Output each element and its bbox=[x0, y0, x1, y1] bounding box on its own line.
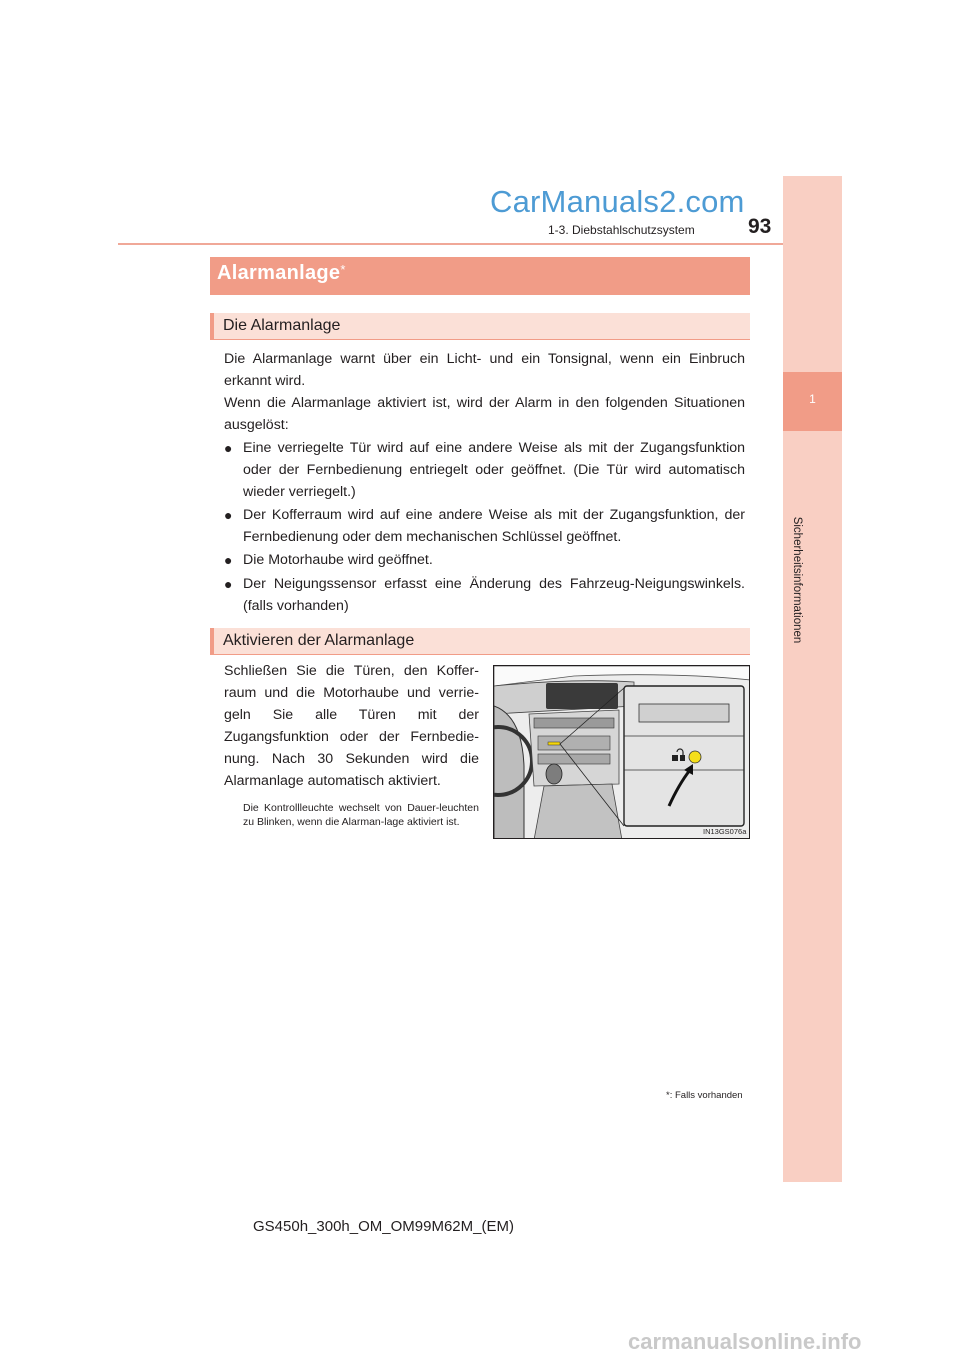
list-item bbox=[224, 549, 745, 571]
list-item-text: Der Neigungssensor erfasst eine Änderung des Fahrzeug-Neigungswinkels. (falls vorhanden) bbox=[243, 576, 745, 614]
list-item bbox=[224, 573, 745, 617]
footer-watermark: carmanualsonline.info bbox=[628, 1329, 862, 1354]
watermark-logo: CarManuals2.com bbox=[490, 184, 745, 219]
dashboard-illustration bbox=[493, 665, 750, 839]
dashboard-drawing bbox=[494, 666, 750, 839]
list-item-text: Die Motorhaube wird geöffnet. bbox=[243, 552, 433, 568]
list-item bbox=[224, 437, 745, 503]
list-item-text: Der Kofferraum wird auf eine andere Weise als mit der Zugangsfunktion, der Fernbedienung oder dem mechanischen Schlüssel geöffnet. bbox=[243, 507, 745, 545]
list-item bbox=[224, 504, 745, 548]
header-divider bbox=[118, 243, 783, 245]
page-number: 93 bbox=[748, 215, 772, 238]
bullet-icon: ● bbox=[224, 440, 233, 456]
chapter-label: Sicherheitsinformationen bbox=[791, 516, 803, 644]
section-heading-activate: Aktivieren der Alarmanlage bbox=[223, 632, 415, 649]
bullet-icon: ● bbox=[224, 507, 233, 523]
trigger-paragraph: Wenn die Alarmanlage aktiviert ist, wird der Alarm in den folgenden Situationen ausgelöst: bbox=[224, 395, 745, 433]
page-title-text: Alarmanlage bbox=[217, 262, 341, 284]
optional-star-icon: * bbox=[340, 262, 346, 277]
chapter-number: 1 bbox=[809, 392, 816, 406]
activation-paragraph: Schließen Sie die Türen, den Koffer-raum und die Motorhaube und verrie-geln Sie alle Türen mit der Zugangsfunktion oder der Fernbedie-nung. Nach 30 Sekunden wird die Alarmanlage automatisch aktiviert. bbox=[224, 663, 479, 789]
footnote-text: : Falls vorhanden bbox=[669, 1090, 743, 1101]
footnote-star-icon: * bbox=[666, 1090, 670, 1101]
intro-paragraph: Die Alarmanlage warnt über ein Licht- und ein Tonsignal, wenn ein Einbruch erkannt wird. bbox=[224, 351, 745, 389]
illustration-code: IN13GS076a bbox=[703, 827, 747, 836]
section-title: 1-3. Diebstahlschutzsystem bbox=[548, 223, 695, 237]
page-title bbox=[217, 262, 346, 285]
document-code: GS450h_300h_OM_OM99M62M_(EM) bbox=[253, 1218, 514, 1235]
bullet-icon: ● bbox=[224, 576, 233, 592]
bullet-icon: ● bbox=[224, 552, 233, 568]
chapter-side-tab bbox=[783, 176, 842, 1182]
section-heading-alarm: Die Alarmanlage bbox=[223, 317, 341, 334]
list-item-text: Eine verriegelte Tür wird auf eine andere Weise als mit der Zugangsfunktion oder der Fernbedienung entriegelt oder geöffnet. (Die Tür wird automatisch wieder verriegelt.) bbox=[243, 440, 745, 500]
indicator-note: Die Kontrollleuchte wechselt von Dauer-leuchten zu Blinken, wenn die Alarman-lage aktiviert ist. bbox=[243, 802, 479, 828]
footnote bbox=[666, 1090, 743, 1101]
